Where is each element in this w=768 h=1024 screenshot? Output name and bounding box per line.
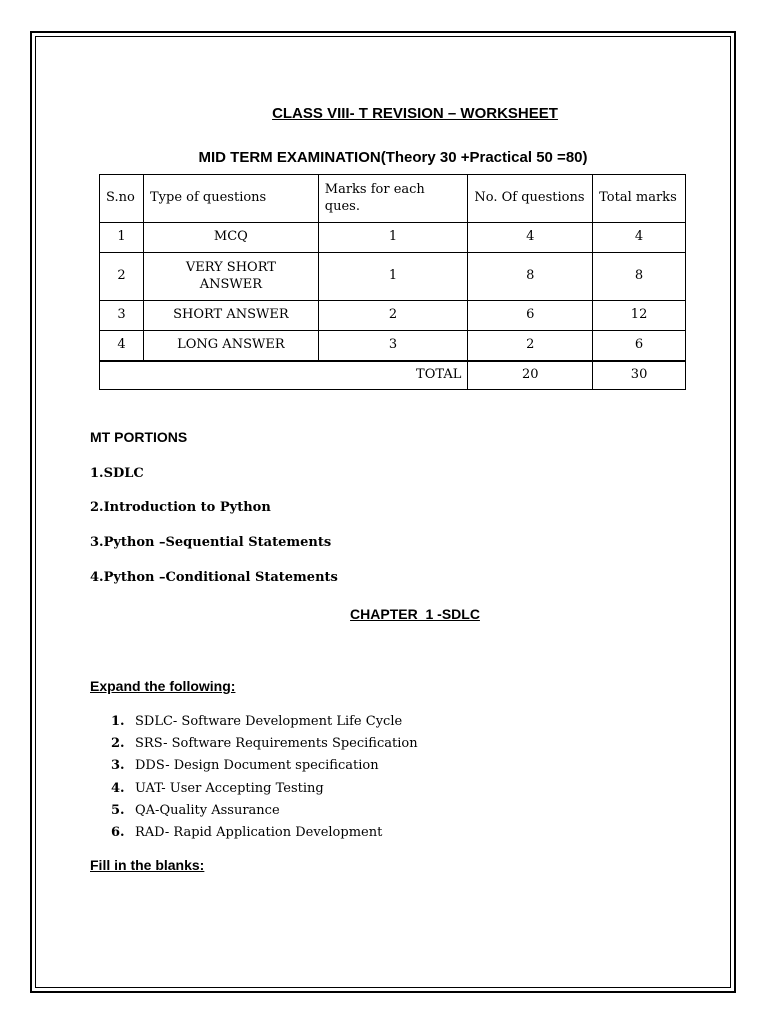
exam-subtitle: MID TERM EXAMINATION(Theory 30 +Practical 50 =80) [198, 149, 588, 166]
cell-sno: 1 [100, 223, 144, 253]
cell-total-marks: 8 [593, 253, 686, 301]
header-total-marks: Total marks [593, 175, 686, 223]
header-marks-each: Marks for each ques. [318, 175, 468, 223]
table-header-row [100, 175, 686, 223]
cell-num-questions: 8 [468, 253, 593, 301]
portion-item-conditional: 4.Python –Conditional Statements [90, 570, 338, 585]
table-total-row [100, 361, 686, 390]
cell-sno: 4 [100, 331, 144, 361]
cell-num-questions: 4 [468, 223, 593, 253]
list-item: 6. RAD- Rapid Application Development [111, 824, 383, 840]
header-type: Type of questions [143, 175, 318, 223]
cell-type: SHORT ANSWER [143, 301, 318, 331]
cell-marks-each: 2 [318, 301, 468, 331]
header-num-questions: No. Of questions [468, 175, 593, 223]
total-label: TOTAL [100, 361, 468, 390]
cell-total-marks: 6 [593, 331, 686, 361]
list-item: 4. UAT- User Accepting Testing [111, 780, 324, 796]
cell-type: LONG ANSWER [143, 331, 318, 361]
worksheet-title: CLASS VIII- T REVISION – WORKSHEET [272, 105, 558, 122]
cell-type: MCQ [143, 223, 318, 253]
chapter-heading: CHAPTER_1 -SDLC [350, 606, 480, 622]
cell-num-questions: 2 [468, 331, 593, 361]
portion-item-sequential: 3.Python –Sequential Statements [90, 535, 332, 550]
portions-heading: MT PORTIONS [90, 429, 188, 445]
list-item: 3. DDS- Design Document specification [111, 758, 379, 774]
portion-item-sdlc: 1.SDLC [90, 466, 144, 481]
marks-table [99, 174, 686, 390]
portion-item-intro-python: 2.Introduction to Python [90, 500, 271, 515]
table-row [100, 223, 686, 253]
cell-sno: 3 [100, 301, 144, 331]
cell-marks-each: 3 [318, 331, 468, 361]
list-item: 2. SRS- Software Requirements Specification [111, 736, 418, 752]
cell-type: VERY SHORT ANSWER [143, 253, 318, 301]
cell-marks-each: 1 [318, 253, 468, 301]
cell-sno: 2 [100, 253, 144, 301]
cell-num-questions: 6 [468, 301, 593, 331]
expand-list [111, 712, 418, 845]
total-marks: 30 [593, 361, 686, 390]
total-questions: 20 [468, 361, 593, 390]
list-item: 1. SDLC- Software Development Life Cycle [111, 714, 403, 729]
fill-blanks-heading: Fill in the blanks: [90, 857, 205, 873]
header-sno: S.no [100, 175, 144, 223]
cell-total-marks: 4 [593, 223, 686, 253]
table-row [100, 253, 686, 301]
table-row [100, 331, 686, 361]
list-item: 5. QA-Quality Assurance [111, 802, 280, 818]
cell-total-marks: 12 [593, 301, 686, 331]
cell-marks-each: 1 [318, 223, 468, 253]
expand-heading: Expand the following: [90, 678, 236, 694]
table-row [100, 301, 686, 331]
